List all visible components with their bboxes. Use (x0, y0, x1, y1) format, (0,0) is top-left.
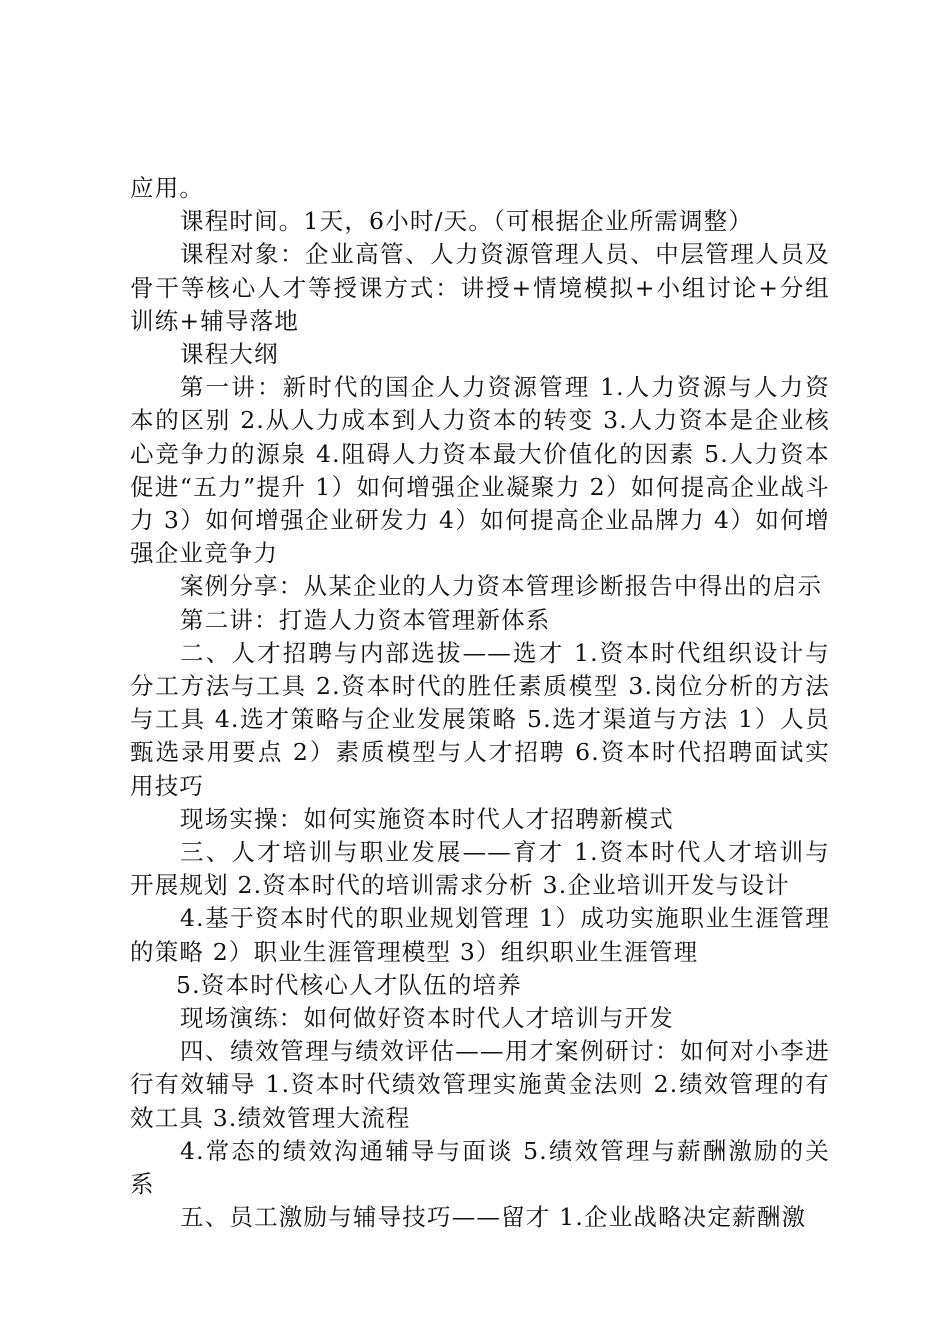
paragraph-course-audience: 课程对象：企业高管、人力资源管理人员、中层管理人员及骨干等核心人才等授课方式：讲授+情境模拟+小组讨论+分组训练+辅导落地 (130, 240, 830, 335)
paragraph-performance: 四、绩效管理与绩效评估——用才案例研讨：如何对小李进行有效辅导 1.资本时代绩效管理实施黄金法则 2.绩效管理的有效工具 3.绩效管理大流程 (130, 1037, 830, 1132)
paragraph-lecture-one: 第一讲：新时代的国企人力资源管理 1.人力资源与人力资本的区别 2.从人力成本到人力资本的转变 3.人力资本是企业核心竞争力的源泉 4.阻碍人力资本最大价值化的因素 5.人力资本促进“五力”提升 1）如何增强企业凝聚力 2）如何提高企业战斗力 3）如何增强企业研发力 4）如何提高企业品牌力 4）如何增强企业竞争力 (130, 373, 830, 568)
paragraph-intro-end: 应用。 (130, 174, 205, 202)
paragraph-training-drill: 现场演练：如何做好资本时代人才培训与开发 (180, 1004, 674, 1033)
paragraph-core-talent: 5.资本时代核心人才队伍的培养 (176, 970, 522, 999)
paragraph-performance-communication: 4.常态的绩效沟通辅导与面谈 5.绩效管理与薪酬激励的关系 (130, 1136, 830, 1199)
paragraph-incentive: 五、员工激励与辅导技巧——留才 1.企业战略决定薪酬激 (180, 1203, 807, 1232)
paragraph-training: 三、人才培训与职业发展——育才 1.资本时代人才培训与开展规划 2.资本时代的培训需求分析 3.企业培训开发与设计 (130, 838, 830, 900)
paragraph-course-time: 课程时间。1天，6小时/天。（可根据企业所需调整） (180, 207, 754, 236)
paragraph-career-planning: 4.基于资本时代的职业规划管理 1）成功实施职业生涯管理的策略 2）职业生涯管理模型 3）组织职业生涯管理 (130, 904, 830, 966)
paragraph-course-outline-heading: 课程大纲 (180, 340, 279, 369)
paragraph-case-share: 案例分享：从某企业的人力资本管理诊断报告中得出的启示 (180, 572, 823, 601)
paragraph-lecture-two: 第二讲：打造人力资本管理新体系 (180, 605, 551, 634)
document-body (130, 172, 830, 1235)
paragraph-recruitment: 二、人才招聘与内部选拔——选才 1.资本时代组织设计与分工方法与工具 2.资本时代的胜任素质模型 3.岗位分析的方法与工具 4.选才策略与企业发展策略 5.选才渠道与方法 1）人员甄选录用要点 2）素质模型与人才招聘 6.资本时代招聘面试实用技巧 (130, 638, 830, 800)
paragraph-recruitment-practice: 现场实操：如何实施资本时代人才招聘新模式 (180, 804, 674, 833)
